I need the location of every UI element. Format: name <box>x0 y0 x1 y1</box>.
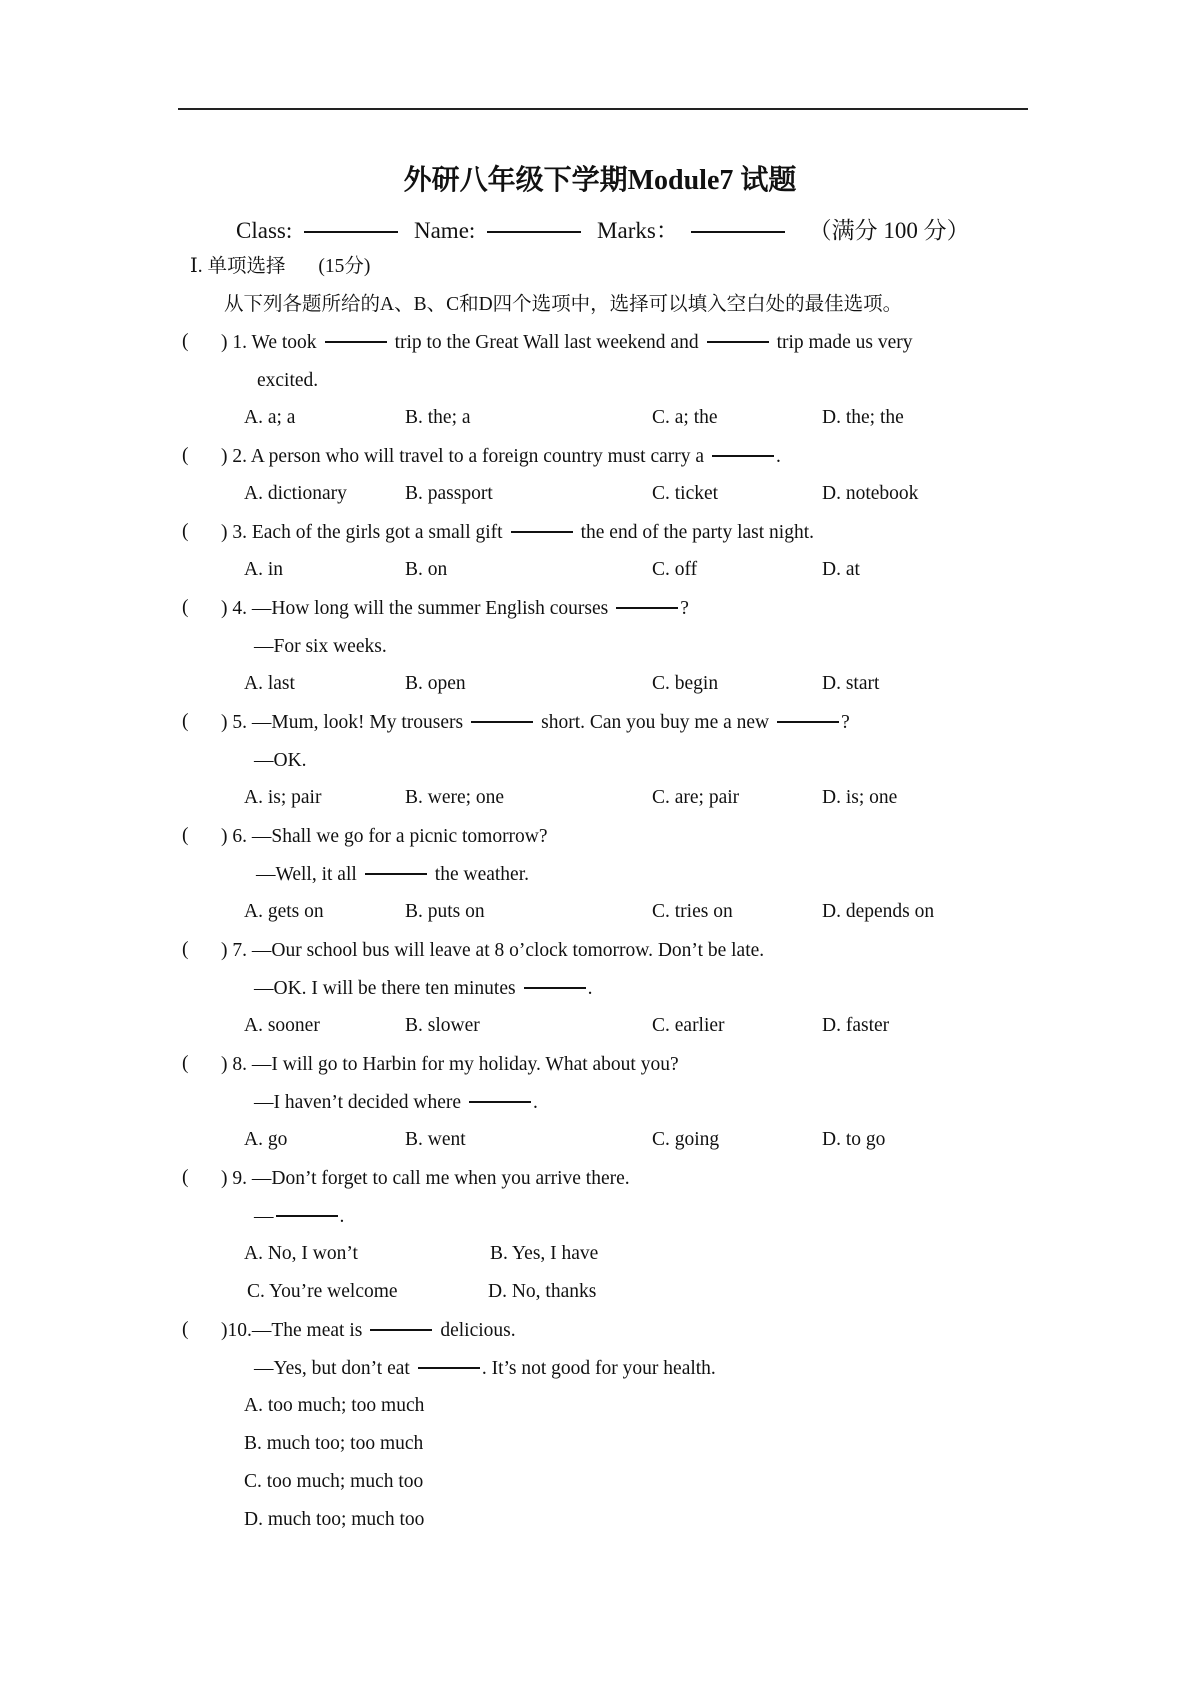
q2-text-a: ) 2. A person who will travel to a foreign country must carry a <box>221 446 705 467</box>
q5-option-c[interactable]: C. are; pair <box>652 787 740 808</box>
q4-option-c[interactable]: C. begin <box>652 673 719 694</box>
page-title: 外研八年级下学期Module7 试题 <box>403 165 797 196</box>
answer-paren[interactable]: ( <box>182 1053 189 1074</box>
q6-option-b[interactable]: B. puts on <box>405 901 485 922</box>
q3-text-a: ) 3. Each of the girls got a small gift <box>221 522 503 543</box>
marks-blank[interactable] <box>691 231 785 233</box>
q1-text-d: excited. <box>257 370 319 391</box>
q8-option-a[interactable]: A. go <box>244 1129 288 1150</box>
q4-blank[interactable] <box>616 607 678 609</box>
q1-option-b[interactable]: B. the; a <box>405 407 471 428</box>
q8-option-c[interactable]: C. going <box>652 1129 720 1150</box>
section-instruction: 从下列各题所给的A、B、C和D四个选项中，选择可以填入空白处的最佳选项。 <box>224 294 903 315</box>
q7-text-b: —OK. I will be there ten minutes <box>254 978 516 999</box>
q5-blank-1[interactable] <box>471 721 533 723</box>
q2-option-c[interactable]: C. ticket <box>652 483 719 504</box>
q8-option-d[interactable]: D. to go <box>822 1129 886 1150</box>
q6-blank[interactable] <box>365 873 427 875</box>
q6-option-c[interactable]: C. tries on <box>652 901 733 922</box>
answer-paren[interactable]: ( <box>182 1167 189 1188</box>
q4-text-c: —For six weeks. <box>254 636 387 657</box>
q8-text-b: —I haven’t decided where <box>254 1092 462 1113</box>
question-10-reply <box>254 1357 716 1381</box>
q5-text-b: short. Can you buy me a new <box>541 712 770 733</box>
q3-text-b: the end of the party last night. <box>580 522 815 543</box>
q9-text-b: — <box>254 1206 274 1227</box>
question-3 <box>221 521 814 545</box>
q10-text-c: —Yes, but don’t eat <box>254 1358 410 1379</box>
q2-option-a[interactable]: A. dictionary <box>244 483 347 504</box>
q4-option-b[interactable]: B. open <box>405 673 466 694</box>
question-4 <box>221 597 689 621</box>
q10-text-b: delicious. <box>440 1320 516 1341</box>
header-rule <box>178 108 1028 110</box>
q10-blank-1[interactable] <box>370 1329 432 1331</box>
q9-text-a: ) 9. —Don’t forget to call me when you arrive there. <box>221 1168 630 1189</box>
q3-option-b[interactable]: B. on <box>405 559 448 580</box>
q6-text-a: ) 6. —Shall we go for a picnic tomorrow? <box>221 826 548 847</box>
question-8-reply <box>254 1091 538 1115</box>
answer-paren[interactable]: ( <box>182 711 189 732</box>
q2-text-b: . <box>776 446 781 467</box>
q10-option-a[interactable]: A. too much; too much <box>244 1395 425 1416</box>
q1-text-a: ) 1. We took <box>221 332 317 353</box>
answer-paren[interactable]: ( <box>182 597 189 618</box>
q3-blank[interactable] <box>511 531 573 533</box>
q5-text-c: ? <box>841 712 850 733</box>
q1-text-b: trip to the Great Wall last weekend and <box>394 332 699 353</box>
q1-blank-2[interactable] <box>707 341 769 343</box>
class-label: Class: <box>236 218 293 243</box>
question-5 <box>221 711 850 735</box>
q8-text-c: . <box>533 1092 538 1113</box>
q6-text-b: —Well, it all <box>256 864 357 885</box>
q9-option-b[interactable]: B. Yes, I have <box>490 1243 599 1264</box>
q8-text-a: ) 8. —I will go to Harbin for my holiday. What about you? <box>221 1054 679 1075</box>
question-2 <box>221 445 781 469</box>
answer-paren[interactable]: ( <box>182 825 189 846</box>
section-title: Ⅰ. 单项选择 <box>190 256 286 277</box>
q1-blank-1[interactable] <box>325 341 387 343</box>
q9-blank[interactable] <box>276 1215 338 1217</box>
question-10 <box>221 1319 516 1343</box>
q10-option-c[interactable]: C. too much; much too <box>244 1471 424 1492</box>
q1-option-c[interactable]: C. a; the <box>652 407 718 428</box>
student-info-line <box>236 212 970 245</box>
q4-text-b: ? <box>680 598 689 619</box>
answer-paren[interactable]: ( <box>182 1319 189 1340</box>
q9-option-c[interactable]: C. You’re welcome <box>247 1281 398 1302</box>
question-1 <box>221 331 913 355</box>
answer-paren[interactable]: ( <box>182 939 189 960</box>
q5-text-a: ) 5. —Mum, look! My trousers <box>221 712 464 733</box>
question-9-reply <box>254 1205 344 1229</box>
class-blank[interactable] <box>304 231 398 233</box>
q7-option-a[interactable]: A. sooner <box>244 1015 320 1036</box>
q1-text-c: trip made us very <box>776 332 913 353</box>
q7-blank[interactable] <box>524 987 586 989</box>
q10-text-a: )10.—The meat is <box>221 1320 363 1341</box>
q10-blank-2[interactable] <box>418 1367 480 1369</box>
q2-blank[interactable] <box>712 455 774 457</box>
q8-option-b[interactable]: B. went <box>405 1129 466 1150</box>
marks-label: Marks： <box>597 218 679 243</box>
q1-option-a[interactable]: A. a; a <box>244 407 296 428</box>
q10-text-d: . It’s not good for your health. <box>481 1358 716 1379</box>
q5-option-b[interactable]: B. were; one <box>405 787 505 808</box>
q3-option-c[interactable]: C. off <box>652 559 698 580</box>
q2-option-b[interactable]: B. passport <box>405 483 493 504</box>
q5-text-d: —OK. <box>254 750 307 771</box>
q7-option-c[interactable]: C. earlier <box>652 1015 725 1036</box>
q8-blank[interactable] <box>469 1101 531 1103</box>
question-7-reply <box>254 977 592 1001</box>
section-points: (15分) <box>318 256 371 277</box>
q9-option-d[interactable]: D. No, thanks <box>488 1281 597 1302</box>
q4-option-d[interactable]: D. start <box>822 673 880 694</box>
section-heading <box>190 255 370 279</box>
q5-blank-2[interactable] <box>777 721 839 723</box>
q6-text-c: the weather. <box>434 864 530 885</box>
q6-option-d[interactable]: D. depends on <box>822 901 935 922</box>
answer-paren[interactable]: ( <box>182 331 189 352</box>
answer-paren[interactable]: ( <box>182 521 189 542</box>
q9-text-c: . <box>339 1206 345 1227</box>
q7-text-a: ) 7. —Our school bus will leave at 8 o’clock tomorrow. Don’t be late. <box>221 940 765 961</box>
q7-text-c: . <box>587 978 593 999</box>
q1-option-d[interactable]: D. the; the <box>822 407 904 428</box>
q5-option-a[interactable]: A. is; pair <box>244 787 322 808</box>
q4-option-a[interactable]: A. last <box>244 673 295 694</box>
q7-option-d[interactable]: D. faster <box>822 1015 890 1036</box>
full-marks: （满分 100 分） <box>808 218 970 243</box>
q7-option-b[interactable]: B. slower <box>405 1015 480 1036</box>
q4-text-a: ) 4. —How long will the summer English courses <box>221 598 609 619</box>
q5-option-d[interactable]: D. is; one <box>822 787 898 808</box>
q10-option-d[interactable]: D. much too; much too <box>244 1509 425 1530</box>
name-blank[interactable] <box>487 231 581 233</box>
question-6-reply <box>256 863 529 887</box>
q10-option-b[interactable]: B. much too; too much <box>244 1433 424 1454</box>
q3-option-d[interactable]: D. at <box>822 559 860 580</box>
name-label: Name: <box>413 218 476 243</box>
q2-option-d[interactable]: D. notebook <box>822 483 919 504</box>
q3-option-a[interactable]: A. in <box>244 559 283 580</box>
q6-option-a[interactable]: A. gets on <box>244 901 324 922</box>
q9-option-a[interactable]: A. No, I won’t <box>244 1243 358 1264</box>
answer-paren[interactable]: ( <box>182 445 189 466</box>
